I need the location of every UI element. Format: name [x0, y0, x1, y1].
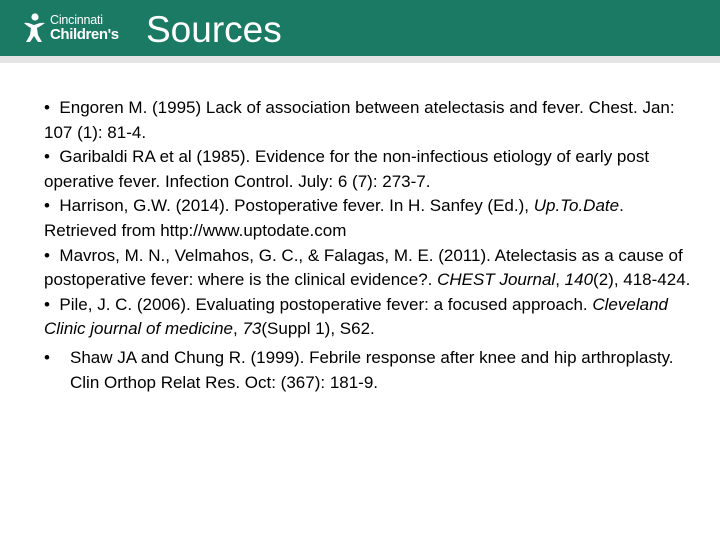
- reference-text: Shaw JA and Chung R. (1999). Febrile response after knee and hip arthroplasty. Clin Orthop Relat Res. Oct: (367): 181-9.: [70, 347, 674, 392]
- bullet: •: [44, 147, 50, 167]
- journal-title-italic: Cleveland Clinic journal of medicine: [44, 294, 668, 339]
- child-figure-icon: [22, 13, 46, 43]
- cincinnati-childrens-logo: [22, 11, 119, 45]
- reference-text: Engoren M. (1995) Lack of association between atelectasis and fever. Chest. Jan: 107 (1): 81-4.: [44, 98, 675, 142]
- volume-italic: 140: [564, 270, 594, 290]
- references-list: [44, 96, 694, 395]
- reference-item: [44, 293, 694, 342]
- reference-text: Garibaldi RA et al (1985). Evidence for the non-infectious etiology of early post operative fever. Infection Control. July: 6 (7): 273-7.: [44, 147, 650, 191]
- bullet: •: [44, 294, 50, 314]
- reference-item: [44, 346, 694, 395]
- logo-line-1: Cincinnati: [50, 13, 103, 28]
- reference-source-italic: Up.To.Date: [533, 196, 620, 216]
- reference-item: [44, 194, 694, 243]
- reference-item: [44, 244, 694, 293]
- bullet: •: [44, 98, 50, 117]
- reference-text-tail: (2), 418-424.: [593, 270, 691, 290]
- reference-text-tail: . Retrieved from http://www.uptodate.com: [44, 196, 624, 240]
- header-divider: [0, 56, 720, 63]
- reference-text: Mavros, M. N., Velmahos, G. C., & Falagas, M. E. (2011). Atelectasis as a cause of postoperative fever: where is the clinical evidence?.: [44, 245, 683, 290]
- bullet: •: [44, 245, 50, 265]
- page-title: Sources: [146, 9, 282, 50]
- volume-italic: 73: [242, 319, 262, 339]
- reference-item: [44, 96, 694, 145]
- logo-line-2: Children's: [50, 25, 119, 43]
- bullet: •: [44, 347, 50, 367]
- reference-text: Harrison, G.W. (2014). Postoperative fever. In H. Sanfey (Ed.),: [59, 196, 534, 216]
- reference-text: Pile, J. C. (2006). Evaluating postoperative fever: a focused approach.: [59, 294, 593, 314]
- separator: ,: [555, 270, 565, 290]
- reference-item: [44, 145, 694, 194]
- reference-text-tail: (Suppl 1), S62.: [261, 319, 375, 339]
- journal-title-italic: CHEST Journal: [437, 270, 556, 290]
- separator: ,: [232, 319, 243, 339]
- header-bar: [0, 0, 720, 56]
- bullet: •: [44, 196, 50, 216]
